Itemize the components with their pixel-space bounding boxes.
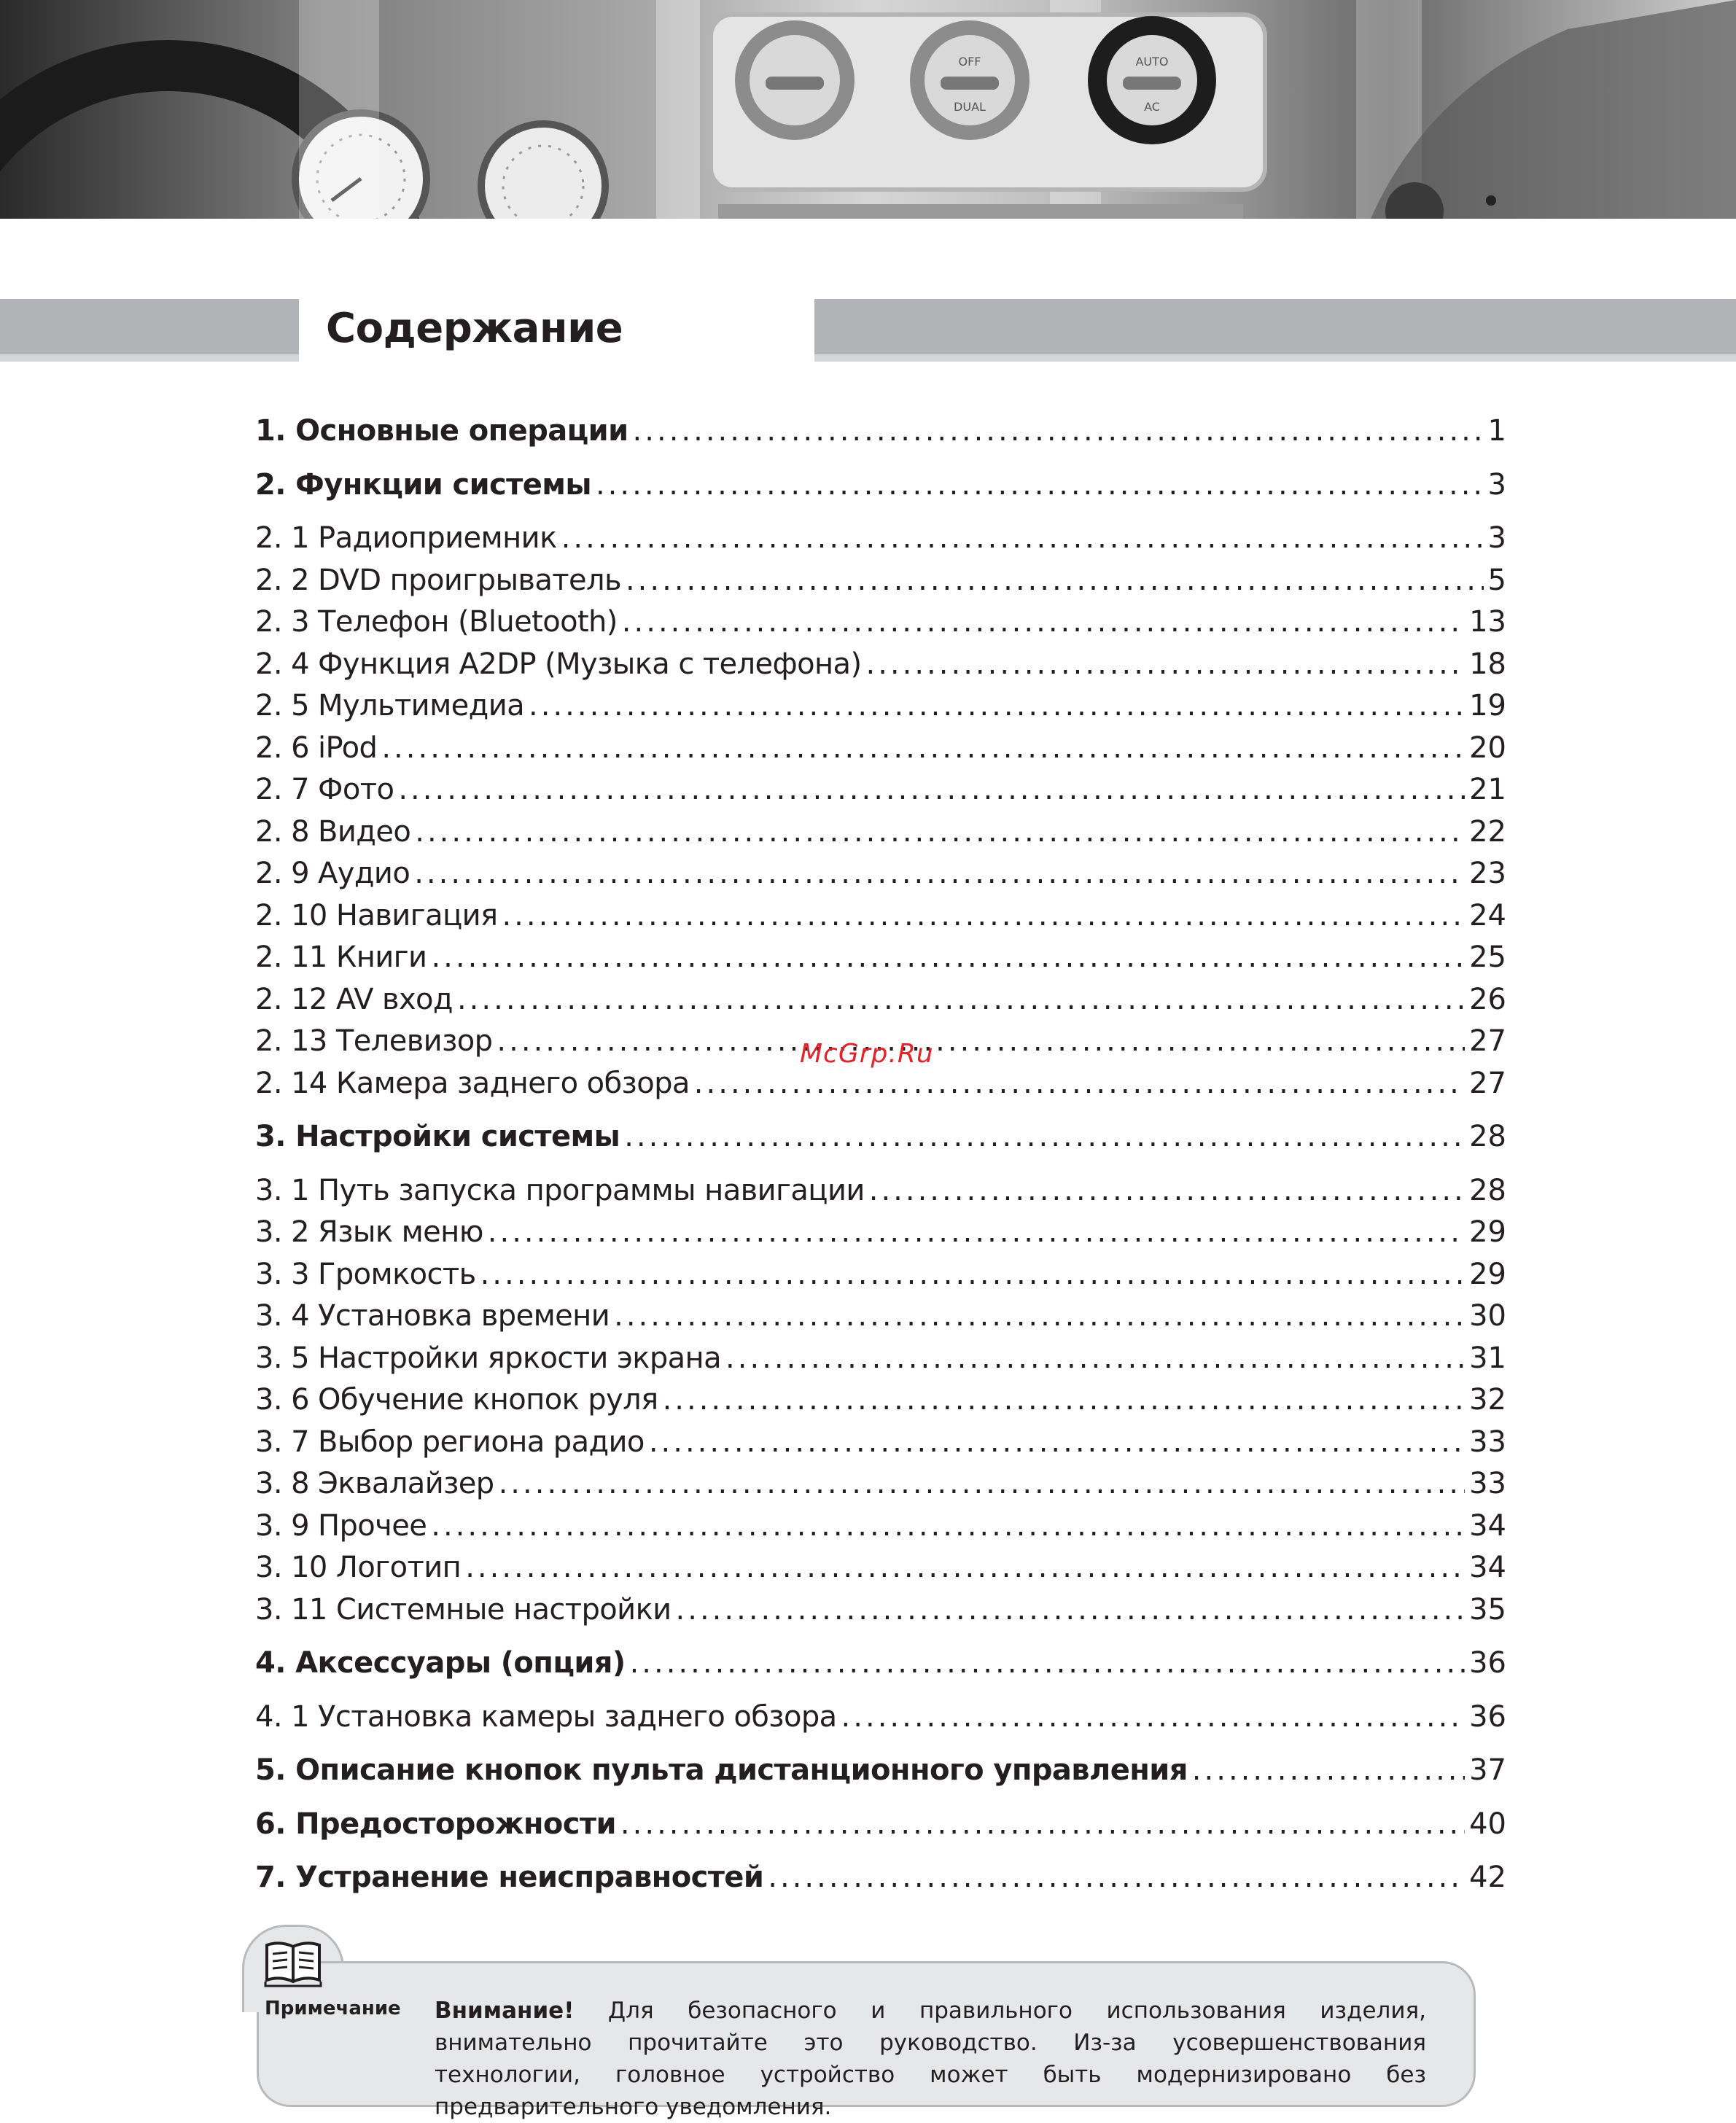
toc-entry[interactable] (255, 815, 1506, 857)
toc-dot-leader (869, 1174, 1465, 1207)
note-label: Примечание (265, 1998, 401, 2019)
toc-entry-title: 4. Аксессуары (опция) (255, 1646, 626, 1680)
toc-entry-title: 2. 13 Телевизор (255, 1024, 493, 1058)
toc-entry[interactable] (255, 1383, 1506, 1425)
toc-entry-page: 25 (1469, 940, 1506, 974)
toc-dot-leader (488, 1215, 1465, 1249)
toc-dot-leader (841, 1700, 1466, 1734)
toc-entry[interactable] (255, 1551, 1506, 1593)
toc-dot-leader (480, 1258, 1466, 1291)
toc-entry[interactable] (255, 773, 1506, 815)
toc-entry-title: 3. 8 Эквалайзер (255, 1467, 494, 1500)
toc-entry[interactable] (255, 1067, 1506, 1109)
toc-entry-page: 32 (1469, 1383, 1506, 1417)
toc-entry-page: 36 (1469, 1646, 1506, 1680)
toc-entry-title: 2. 5 Мультимедиа (255, 689, 525, 722)
toc-entry-page: 37 (1469, 1753, 1506, 1787)
toc-dot-leader (768, 1861, 1465, 1894)
toc-entry-title: 3. 2 Язык меню (255, 1215, 483, 1249)
toc-entry-page: 28 (1469, 1173, 1506, 1207)
toc-entry[interactable] (255, 1174, 1506, 1216)
toc-entry-page: 3 (1487, 521, 1506, 555)
toc-entry-title: 2. 10 Навигация (255, 898, 498, 932)
toc-dot-leader (633, 414, 1484, 448)
toc-entry-title: 3. Настройки системы (255, 1120, 620, 1153)
toc-dot-leader (414, 857, 1465, 890)
toc-entry-page: 5 (1487, 563, 1506, 597)
toc-entry-page: 13 (1469, 605, 1506, 639)
toc-dot-leader (431, 940, 1465, 974)
knob-label-auto: AUTO (1135, 55, 1169, 69)
knob-label-ac: AC (1144, 100, 1160, 114)
toc-entry[interactable] (255, 414, 1506, 456)
toc-entry[interactable] (255, 1753, 1506, 1796)
toc-entry[interactable] (255, 1425, 1506, 1468)
toc-entry-title: 2. 12 AV вход (255, 982, 453, 1016)
toc-entry[interactable] (255, 1700, 1506, 1742)
toc-entry[interactable] (255, 468, 1506, 510)
toc-entry-title: 6. Предосторожности (255, 1807, 616, 1841)
toc-entry[interactable] (255, 647, 1506, 690)
toc-entry[interactable] (255, 1299, 1506, 1341)
toc-entry-title: 2. 7 Фото (255, 773, 394, 806)
toc-dot-leader (1192, 1753, 1465, 1787)
toc-entry-page: 40 (1469, 1807, 1506, 1841)
toc-entry-page: 28 (1469, 1120, 1506, 1153)
toc-entry-title: 5. Описание кнопок пульта дистанционного управления (255, 1753, 1188, 1787)
toc-entry-title: 2. 6 iPod (255, 731, 378, 765)
toc-entry-title: 2. 1 Радиоприемник (255, 521, 557, 555)
toc-entry-page: 19 (1469, 689, 1506, 722)
toc-entry-page: 27 (1469, 1024, 1506, 1058)
toc-entry-title: 2. Функции системы (255, 467, 591, 502)
toc-entry-title: 2. 14 Камера заднего обзора (255, 1066, 690, 1100)
toc-entry[interactable] (255, 1646, 1506, 1688)
toc-entry-title: 2. 11 Книги (255, 940, 427, 974)
toc-entry-title: 3. 7 Выбор региона радио (255, 1425, 645, 1459)
toc-entry-title: 2. 8 Видео (255, 814, 411, 849)
toc-dot-leader (624, 1120, 1465, 1153)
car-interior-illustration (0, 0, 1736, 219)
toc-entry-title: 3. 3 Громкость (255, 1257, 476, 1291)
note-text (435, 1995, 1426, 2123)
toc-entry-title: 7. Устранение неисправностей (255, 1861, 764, 1894)
toc-entry[interactable] (255, 940, 1506, 983)
toc-entry-page: 30 (1469, 1299, 1506, 1333)
toc-entry-page: 24 (1469, 898, 1506, 932)
toc-entry-title: 3. 6 Обучение кнопок руля (255, 1383, 658, 1417)
toc-entry-title: 2. 2 DVD проигрыватель (255, 563, 621, 597)
toc-dot-leader (497, 1024, 1465, 1058)
toc-entry[interactable] (255, 1467, 1506, 1509)
toc-dot-leader (663, 1383, 1466, 1417)
toc-entry-title: 2. 3 Телефон (Bluetooth) (255, 605, 618, 639)
table-of-contents (255, 414, 1506, 1914)
title-bar-left (0, 299, 299, 362)
toc-entry[interactable] (255, 689, 1506, 731)
toc-entry[interactable] (255, 1215, 1506, 1258)
toc-entry[interactable] (255, 899, 1506, 941)
toc-entry[interactable] (255, 1861, 1506, 1903)
toc-dot-leader (649, 1425, 1465, 1459)
toc-dot-leader (630, 1646, 1466, 1680)
toc-entry-title: 4. 1 Установка камеры заднего обзора (255, 1699, 837, 1734)
knob-label-off: OFF (958, 55, 981, 69)
toc-dot-leader (725, 1341, 1465, 1375)
toc-dot-leader (596, 468, 1484, 502)
toc-entry[interactable] (255, 1807, 1506, 1850)
toc-entry-page: 27 (1469, 1066, 1506, 1100)
toc-entry-title: 3. 10 Логотип (255, 1551, 462, 1584)
toc-entry[interactable] (255, 521, 1506, 564)
toc-entry-title: 3. 11 Системные настройки (255, 1592, 672, 1627)
toc-entry-page: 1 (1487, 414, 1506, 448)
toc-entry[interactable] (255, 857, 1506, 899)
toc-dot-leader (694, 1067, 1465, 1100)
toc-entry-page: 35 (1469, 1592, 1506, 1627)
toc-entry-page: 34 (1469, 1508, 1506, 1543)
toc-dot-leader (499, 1467, 1466, 1500)
toc-dot-leader (431, 1509, 1465, 1543)
toc-dot-leader (529, 689, 1465, 722)
toc-entry-page: 31 (1469, 1341, 1506, 1375)
knob-label-dual: DUAL (954, 100, 986, 114)
toc-entry-page: 29 (1469, 1257, 1506, 1291)
toc-entry[interactable] (255, 564, 1506, 606)
page-title: Содержание (326, 305, 623, 352)
toc-entry-page: 33 (1469, 1425, 1506, 1459)
toc-entry-page: 20 (1469, 731, 1506, 765)
toc-dot-leader (398, 773, 1465, 806)
header-photo-banner (0, 0, 1736, 219)
toc-entry[interactable] (255, 1509, 1506, 1551)
toc-dot-leader (620, 1807, 1465, 1841)
toc-entry-page: 42 (1469, 1861, 1506, 1894)
toc-entry-page: 36 (1469, 1699, 1506, 1734)
note-lead: Внимание! (435, 1998, 575, 2024)
toc-entry-page: 22 (1469, 814, 1506, 849)
toc-entry[interactable] (255, 1593, 1506, 1635)
toc-dot-leader (622, 605, 1465, 639)
toc-dot-leader (865, 647, 1465, 681)
toc-entry-page: 26 (1469, 982, 1506, 1016)
title-bar-right (814, 299, 1736, 362)
toc-entry-page: 29 (1469, 1215, 1506, 1249)
toc-entry-page: 33 (1469, 1467, 1506, 1500)
toc-entry[interactable] (255, 731, 1506, 774)
note-body: Для безопасного и правильного использования изделия, внимательно прочитайте это руководство. Из-за усовершенствования технологии, головное устройство может быть модернизировано без предварительного уведомления. (435, 1998, 1426, 2120)
toc-entry-page: 23 (1469, 857, 1506, 890)
toc-entry-title: 1. Основные операции (255, 414, 628, 448)
toc-dot-leader (381, 731, 1465, 765)
toc-dot-leader (415, 815, 1465, 849)
toc-dot-leader (502, 899, 1465, 932)
toc-entry[interactable] (255, 1120, 1506, 1162)
toc-dot-leader (626, 564, 1484, 597)
toc-entry-title: 2. 9 Аудио (255, 857, 410, 890)
toc-entry-title: 3. 1 Путь запуска программы навигации (255, 1173, 865, 1207)
toc-entry[interactable] (255, 605, 1506, 647)
toc-entry-title: 3. 5 Настройки яркости экрана (255, 1341, 722, 1375)
toc-dot-leader (457, 983, 1465, 1016)
toc-entry-page: 34 (1469, 1551, 1506, 1584)
toc-entry-title: 2. 4 Функция A2DP (Музыка с телефона) (255, 647, 862, 681)
toc-entry[interactable] (255, 1258, 1506, 1300)
toc-dot-leader (676, 1593, 1466, 1627)
toc-entry-title: 3. 4 Установка времени (255, 1299, 610, 1333)
toc-entry-page: 3 (1487, 467, 1506, 502)
toc-dot-leader (614, 1299, 1465, 1333)
toc-entry[interactable] (255, 983, 1506, 1025)
toc-entry-title: 3. 9 Прочее (255, 1508, 427, 1543)
toc-entry[interactable] (255, 1341, 1506, 1384)
toc-dot-leader (465, 1551, 1465, 1584)
toc-dot-leader (561, 521, 1484, 555)
toc-entry-page: 21 (1469, 773, 1506, 806)
book-icon (262, 1939, 324, 1987)
watermark: McGrp.Ru (800, 1039, 934, 1069)
toc-entry-page: 18 (1469, 647, 1506, 681)
